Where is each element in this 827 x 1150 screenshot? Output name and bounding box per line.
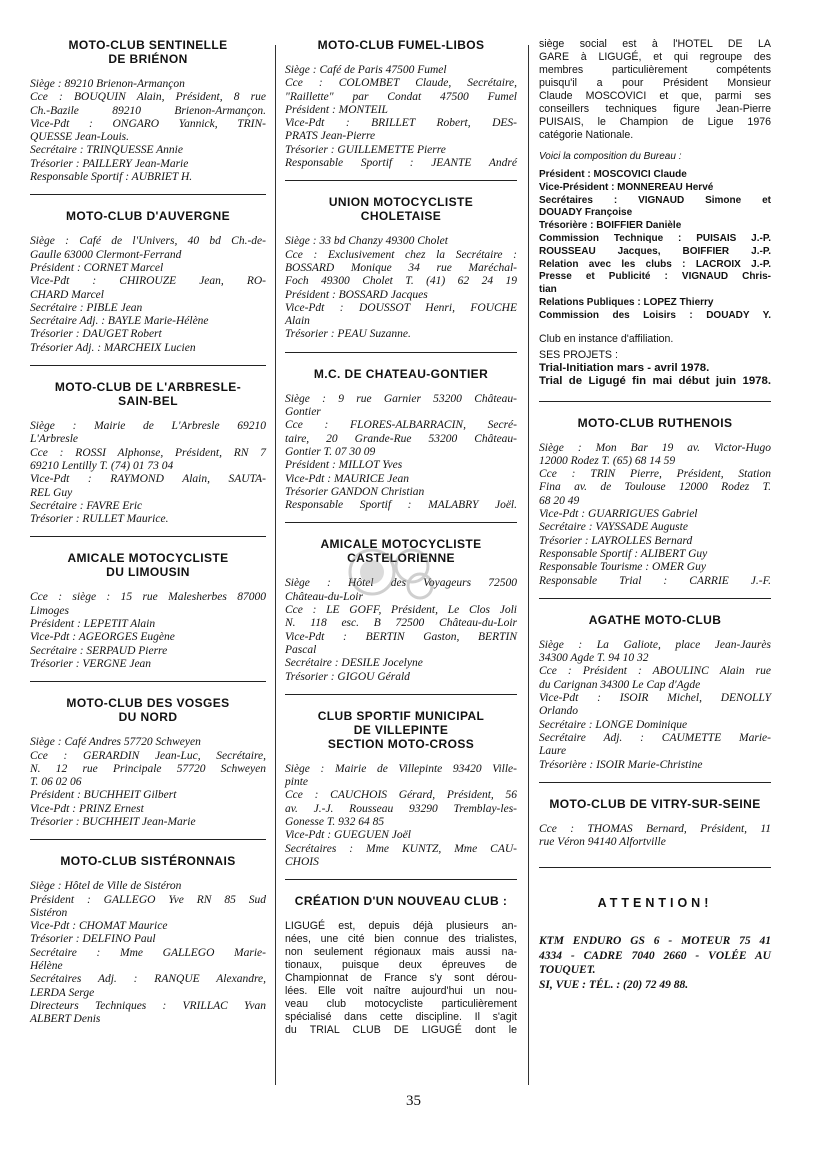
club-line: Responsable Trial : CARRIE J.-F. bbox=[539, 574, 771, 587]
club-line: Responsable Sportif : JEANTE André bbox=[285, 157, 517, 170]
club-title: MOTO-CLUB RUTHENOIS bbox=[577, 415, 733, 430]
club-line: Trésorier : PAILLERY Jean-Marie bbox=[30, 157, 189, 170]
club-line: Alain bbox=[285, 315, 310, 328]
club-line: Secrétaire : Mme GALLEGO Marie- bbox=[30, 946, 266, 959]
club-line: QUESSE Jean-Louis. bbox=[30, 131, 130, 144]
bureau-list bbox=[539, 169, 771, 323]
section-divider bbox=[285, 879, 517, 880]
section-divider bbox=[539, 782, 771, 783]
article-line: non seulement régionaux mais aussi na- bbox=[285, 946, 517, 959]
club-line: Laure bbox=[539, 745, 567, 758]
club-line: CHOIS bbox=[285, 855, 319, 868]
article-line: Claude MOSCOVICI et que, parmi ses bbox=[539, 90, 771, 102]
club-line: du Carignan 34300 Le Cap d'Agde bbox=[539, 678, 701, 691]
club-line: Trésorier : GIGOU Gérald bbox=[285, 670, 410, 683]
club-line: Secrétaire : LONGE Dominique bbox=[539, 718, 688, 731]
club-line: N. 118 esc. B 72500 Château-du-Loir bbox=[285, 617, 517, 630]
club-line: Fina av. de Toulouse 12000 Rodez T. bbox=[539, 481, 771, 494]
club-line: Président : MONTEIL bbox=[285, 103, 388, 116]
club-line: Secrétaire : TRINQUESSE Annie bbox=[30, 144, 183, 157]
bureau-line: ROUSSEAU Jacques, BOIFFIER J.-P. bbox=[539, 245, 771, 257]
club-title: CRÉATION D'UN NOUVEAU CLUB : bbox=[294, 894, 508, 909]
club-line: Siège : La Galiote, place Jean-Jaurès bbox=[539, 638, 771, 651]
bureau-line: Trésorière : BOIFFIER Danièle bbox=[539, 220, 682, 232]
club-title: MOTO-CLUB DE L'ARBRESLE- SAIN-BEL bbox=[54, 380, 242, 409]
stolen-bike-notice bbox=[539, 934, 771, 992]
club-line: Président : GALLEGO Yve RN 85 Sud bbox=[30, 893, 266, 906]
club-title: UNION MOTOCYCLISTE CHOLETAISE bbox=[328, 195, 474, 224]
club-line: Responsable Tourisme : OMER Guy bbox=[539, 561, 706, 574]
club-line: Cce : GERARDIN Jean-Luc, Secrétaire, bbox=[30, 749, 266, 762]
club-line: Président : CORNET Marcel bbox=[30, 261, 164, 274]
section-divider bbox=[30, 839, 266, 840]
bureau-line: Presse et Publicité : VIGNAUD Chris- bbox=[539, 271, 771, 283]
club-line: Trésorier : LAYROLLES Bernard bbox=[539, 534, 693, 547]
ligugé-continuation bbox=[539, 38, 771, 142]
column-3 bbox=[539, 38, 771, 992]
article-line: PUISAIS, le Champion de Ligue 1976 bbox=[539, 116, 771, 128]
club-line: Secrétaires : Mme KUNTZ, Mme CAU- bbox=[285, 842, 517, 855]
club-line: 34300 Agde T. 94 10 32 bbox=[539, 652, 649, 665]
club-line: N. 12 rue Principale 57720 Schweyen bbox=[30, 762, 266, 775]
club-title: AGATHE MOTO-CLUB bbox=[588, 612, 722, 627]
article-line: puisqu'il a pour Président Monsieur bbox=[539, 77, 771, 89]
club-line: 68 20 49 bbox=[539, 494, 580, 507]
club-line: Vice-Pdt : CHOMAT Maurice bbox=[30, 920, 168, 933]
club-line: Gontier bbox=[285, 406, 321, 419]
article-line: Championnat de France s'y sont dérou- bbox=[285, 972, 517, 985]
club-line: Siège : Café de Paris 47500 Fumel bbox=[285, 64, 447, 76]
club-line: 69210 Lentilly T. (74) 01 73 04 bbox=[30, 459, 174, 472]
club-line: rue Véron 94140 Alfortville bbox=[539, 836, 666, 849]
article-line: LIGUGÉ est, depuis déjà plusieurs an- bbox=[285, 920, 517, 933]
club-line: Trésorière : ISOIR Marie-Christine bbox=[539, 758, 703, 771]
section-divider bbox=[30, 365, 266, 366]
section-divider bbox=[285, 522, 517, 523]
projets-list bbox=[539, 362, 771, 389]
club-line: Siège : Hôtel des Voyageurs 72500 bbox=[285, 577, 517, 590]
club-line: Président : BUCHHEIT Gilbert bbox=[30, 789, 177, 802]
club-line: Président : LEPETIT Alain bbox=[30, 618, 156, 631]
club-line: Trésorier : DAUGET Robert bbox=[30, 328, 162, 341]
club-line: L'Arbresle bbox=[30, 433, 79, 446]
club-line: Cce : Exclusivement chez la Secrétaire : bbox=[285, 248, 517, 261]
projet-line: Trial-Initiation mars - avril 1978. bbox=[539, 361, 710, 374]
column-2 bbox=[285, 38, 517, 1037]
club-line: Ch.-Bazile 89210 Brienon-Armançon. bbox=[30, 104, 266, 117]
club-title: MOTO-CLUB SISTÉRONNAIS bbox=[60, 854, 236, 869]
bureau-line: tian bbox=[539, 284, 557, 296]
affiliation-note: Club en instance d'affiliation. bbox=[539, 332, 674, 345]
projet-line: Trial de Ligugé fin mai début juin 1978. bbox=[539, 375, 771, 388]
article-line: catégorie Nationale. bbox=[539, 129, 634, 141]
club-agathe-moto-club bbox=[539, 613, 771, 772]
article-line: GARE à LIGUGÉ, et qui regroupe des bbox=[539, 51, 771, 63]
club-moto-club-de-l-arbresle-sain-bel bbox=[30, 380, 266, 526]
club-title: MOTO-CLUB DE VITRY-SUR-SEINE bbox=[549, 796, 761, 811]
club-moto-club-de-vitry-sur-seine bbox=[539, 797, 771, 850]
club-m-c-de-chateau-gontier bbox=[285, 367, 517, 513]
club-line: Limoges bbox=[30, 604, 69, 617]
club-line: Responsable Sportif : MALABRY Joël. bbox=[285, 499, 517, 512]
club-line: Vice-Pdt : ISOIR Michel, DENOLLY bbox=[539, 692, 771, 705]
article-line: spécialisé dans cette discipline. Il s'agit bbox=[285, 1011, 517, 1024]
article-line: du TRIAL CLUB DE LIGUGÉ dont le bbox=[285, 1024, 517, 1037]
club-line: Sistéron bbox=[30, 906, 68, 919]
watermark-stamp-icon bbox=[342, 542, 442, 604]
club-line: T. 06 02 06 bbox=[30, 776, 82, 789]
club-line: Président : BOSSARD Jacques bbox=[285, 288, 428, 301]
article-line: veau club motocycliste particulièrement bbox=[285, 998, 517, 1011]
club-line: Siège : Hôtel de Ville de Sistéron bbox=[30, 880, 182, 893]
article-line: tionaux, puisque deux épreuves de bbox=[285, 959, 517, 972]
bureau-line: Commission Technique : PUISAIS J.-P. bbox=[539, 232, 771, 244]
club-line: Cce : FLORES-ALBARRACIN, Secré- bbox=[285, 419, 517, 432]
club-line: Responsable Sportif : ALIBERT Guy bbox=[539, 547, 708, 560]
club-line: Siège : Café Andres 57720 Schweyen bbox=[30, 736, 201, 749]
club-line: Vice-Pdt : BRILLET Robert, DES- bbox=[285, 117, 517, 130]
bureau-line: Vice-Président : MONNEREAU Hervé bbox=[539, 181, 714, 193]
column-divider-left bbox=[275, 45, 276, 1085]
club-line: Foch 49300 Cholet T. (41) 62 24 19 bbox=[285, 275, 517, 288]
club-line: 12000 Rodez T. (65) 68 14 59 bbox=[539, 454, 676, 467]
club-line: Cce : LE GOFF, Président, Le Clos Joli bbox=[285, 604, 517, 617]
section-divider bbox=[539, 598, 771, 599]
club-line: Cce : BOUQUIN Alain, Président, 8 rue bbox=[30, 91, 266, 104]
club-line: Vice-Pdt : RAYMOND Alain, SAUTA- bbox=[30, 473, 266, 486]
club-title: CLUB SPORTIF MUNICIPAL DE VILLEPINTE SECTION MOTO-CROSS bbox=[317, 708, 485, 751]
page-number: 35 bbox=[406, 1093, 421, 1109]
article-line: lées. Elle voit naître aujourd'hui un nou- bbox=[285, 985, 517, 998]
notice-line: 4334 - CADRE 7040 2660 - VOLÉE AU bbox=[539, 949, 771, 962]
club-moto-club-ruthenois bbox=[539, 416, 771, 588]
club-line: Orlando bbox=[539, 705, 578, 718]
article-line: membres particulièrement compétents bbox=[539, 64, 771, 76]
club-line: Responsable Sportif : AUBRIET H. bbox=[30, 171, 193, 184]
club-amicale-motocycliste-du-limousin bbox=[30, 551, 266, 671]
club-moto-club-sisteronnais bbox=[30, 854, 266, 1026]
section-divider bbox=[285, 694, 517, 695]
club-line: Gonesse T. 932 64 85 bbox=[285, 815, 385, 828]
club-line: Trésorier : PEAU Suzanne. bbox=[285, 328, 411, 341]
club-line: Hélène bbox=[30, 960, 63, 973]
club-line: Secrétaire : SERPAUD Pierre bbox=[30, 644, 168, 657]
club-line: Vice-Pdt : MAURICE Jean bbox=[285, 472, 409, 485]
club-line: Vice-Pdt : GUEGUEN Joël bbox=[285, 829, 411, 842]
club-line: BOSSARD Monique 34 rue Maréchal- bbox=[285, 261, 517, 274]
club-line: CHARD Marcel bbox=[30, 288, 104, 301]
section-divider bbox=[30, 536, 266, 537]
club-line: Vice-Pdt : AGEORGES Eugène bbox=[30, 631, 175, 644]
notice-line: SI, VUE : TÉL. : (20) 72 49 88. bbox=[539, 978, 689, 991]
club-line: Siège : 33 bd Chanzy 49300 Cholet bbox=[285, 235, 448, 248]
club-line: Trésorier : VERGNE Jean bbox=[30, 657, 152, 670]
club-line: Cce : ROSSI Alphonse, Président, RN 7 bbox=[30, 446, 266, 459]
club-title: MOTO-CLUB DES VOSGES DU NORD bbox=[66, 696, 230, 725]
club-line: Secrétaire : FAVRE Eric bbox=[30, 499, 143, 512]
club-line: Cce : CAUCHOIS Gérard, Président, 56 bbox=[285, 789, 517, 802]
section-divider bbox=[285, 352, 517, 353]
section-divider bbox=[30, 681, 266, 682]
club-line: Cce : Président : ABOULINC Alain rue bbox=[539, 665, 771, 678]
club-line: taire, 20 Grande-Rue 53200 Château- bbox=[285, 432, 517, 445]
club-title: AMICALE MOTOCYCLISTE CASTELORIENNE bbox=[320, 537, 482, 566]
club-union-motocycliste-choletaise bbox=[285, 195, 517, 341]
club-line: Château-du-Loir bbox=[285, 590, 363, 603]
club-creation-d-un-nouveau-club bbox=[285, 894, 517, 1037]
club-title: M.C. DE CHATEAU-GONTIER bbox=[313, 366, 489, 381]
section-divider bbox=[285, 180, 517, 181]
club-line: Trésorier : RULLET Maurice. bbox=[30, 513, 169, 526]
club-line: Vice-Pdt : PRINZ Ernest bbox=[30, 802, 144, 815]
projets-label: SES PROJETS : bbox=[539, 348, 618, 361]
club-line: Vice-Pdt : ONGARO Yannick, TRIN- bbox=[30, 117, 266, 130]
club-club-sportif-municipal-de-villepinte-section-moto-cross bbox=[285, 709, 517, 869]
club-line: Siège : 89210 Brienon-Armançon bbox=[30, 78, 185, 90]
club-line: Secrétaires Adj. : RANQUE Alexandre, bbox=[30, 973, 266, 986]
club-line: Trésorier GANDON Christian bbox=[285, 485, 425, 498]
club-line: Vice-Pdt : GUARRIGUES Gabriel bbox=[539, 508, 698, 521]
bureau-line: Relation avec les clubs : LACROIX J.-P. bbox=[539, 258, 771, 270]
club-line: Cce : TRIN Pierre, Président, Station bbox=[539, 468, 771, 481]
club-title: MOTO-CLUB D'AUVERGNE bbox=[66, 209, 230, 224]
club-line: "Raillette" par Condat 47500 Fumel bbox=[285, 90, 517, 103]
club-moto-club-d-auvergne bbox=[30, 209, 266, 355]
club-line: ALBERT Denis bbox=[30, 1013, 101, 1026]
club-title: AMICALE MOTOCYCLISTE DU LIMOUSIN bbox=[67, 551, 229, 580]
club-title: MOTO-CLUB SENTINELLE DE BRIÉNON bbox=[68, 38, 228, 66]
club-line: av. J.-J. Rousseau 93290 Tremblay-les- bbox=[285, 802, 517, 815]
club-title: MOTO-CLUB FUMEL-LIBOS bbox=[317, 38, 485, 52]
club-line: REL Guy bbox=[30, 486, 73, 499]
club-moto-club-fumel-libos bbox=[285, 38, 517, 170]
club-line: LERDA Serge bbox=[30, 986, 95, 999]
club-line: Secrétaire Adj. : BAYLE Marie-Hélène bbox=[30, 315, 209, 328]
club-line: Vice-Pdt : BERTIN Gaston, BERTIN bbox=[285, 630, 517, 643]
club-line: Siège : 9 rue Garnier 53200 Château- bbox=[285, 392, 517, 405]
column-3-clubs bbox=[539, 416, 771, 850]
club-line: Secrétaire : PIBLE Jean bbox=[30, 301, 143, 314]
club-moto-club-des-vosges-du-nord bbox=[30, 696, 266, 829]
notice-line: TOUQUET. bbox=[539, 964, 596, 977]
club-line: Vice-Pdt : DOUSSOT Henri, FOUCHE bbox=[285, 301, 517, 314]
club-line: Cce : COLOMBET Claude, Secrétaire, bbox=[285, 77, 517, 90]
club-line: Trésorier : BUCHHEIT Jean-Marie bbox=[30, 815, 196, 828]
club-line: Trésorier : GUILLEMETTE Pierre bbox=[285, 143, 446, 156]
club-line: Cce : siège : 15 rue Malesherbes 87000 bbox=[30, 591, 266, 604]
column-1 bbox=[30, 38, 266, 1027]
club-line: Pascal bbox=[285, 643, 317, 656]
bureau-line: Secrétaires : VIGNAUD Simone et bbox=[539, 194, 771, 206]
club-line: Trésorier : DELFINO Paul bbox=[30, 933, 156, 946]
club-line: Siège : Mairie de L'Arbresle 69210 bbox=[30, 420, 266, 433]
club-line: pinte bbox=[285, 776, 308, 789]
club-line: Secrétaire : DESILE Jocelyne bbox=[285, 657, 423, 670]
club-line: PRATS Jean-Pierre bbox=[285, 130, 376, 143]
club-line: Secrétaire Adj. : CAUMETTE Marie- bbox=[539, 731, 771, 744]
section-divider bbox=[30, 194, 266, 195]
club-line: Cce : THOMAS Bernard, Président, 11 bbox=[539, 822, 771, 835]
club-line: Siège : Mairie de Villepinte 93420 Ville- bbox=[285, 762, 517, 775]
club-line: Siège : Mon Bar 19 av. Victor-Hugo bbox=[539, 441, 771, 454]
bureau-intro: Voici la composition du Bureau : bbox=[539, 151, 682, 162]
notice-line: KTM ENDURO GS 6 - MOTEUR 75 41 bbox=[539, 935, 771, 948]
club-moto-club-sentinelle-de-brienon bbox=[30, 38, 266, 184]
club-line: Directeurs Techniques : VRILLAC Yvan bbox=[30, 999, 266, 1012]
bureau-line: DOUADY Françoise bbox=[539, 207, 633, 219]
club-line: Siège : Café de l'Univers, 40 bd Ch.-de- bbox=[30, 235, 266, 248]
club-line: Secrétaire : VAYSSADE Auguste bbox=[539, 521, 688, 534]
article-line: conseillers techniques figure Jean-Pierre bbox=[539, 103, 771, 115]
bureau-line: Relations Publiques : LOPEZ Thierry bbox=[539, 296, 714, 308]
article-line: siège social est à l'HOTEL DE LA bbox=[539, 38, 771, 50]
bureau-line: Commission des Loisirs : DOUADY Y. bbox=[539, 309, 771, 321]
club-line: Gontier T. 07 30 09 bbox=[285, 445, 376, 458]
club-line: Gaulle 63000 Clermont-Ferrand bbox=[30, 248, 182, 261]
bureau-line: Président : MOSCOVICI Claude bbox=[539, 169, 687, 180]
attention-heading: ATTENTION! bbox=[597, 896, 713, 911]
club-line: Vice-Pdt : CHIROUZE Jean, RO- bbox=[30, 275, 266, 288]
article-line: nées, une cité bien connue des trialistes, bbox=[285, 933, 517, 946]
club-line: Président : MILLOT Yves bbox=[285, 459, 403, 472]
club-line: Trésorier Adj. : MARCHEIX Lucien bbox=[30, 341, 196, 354]
column-divider-right bbox=[528, 45, 529, 1085]
